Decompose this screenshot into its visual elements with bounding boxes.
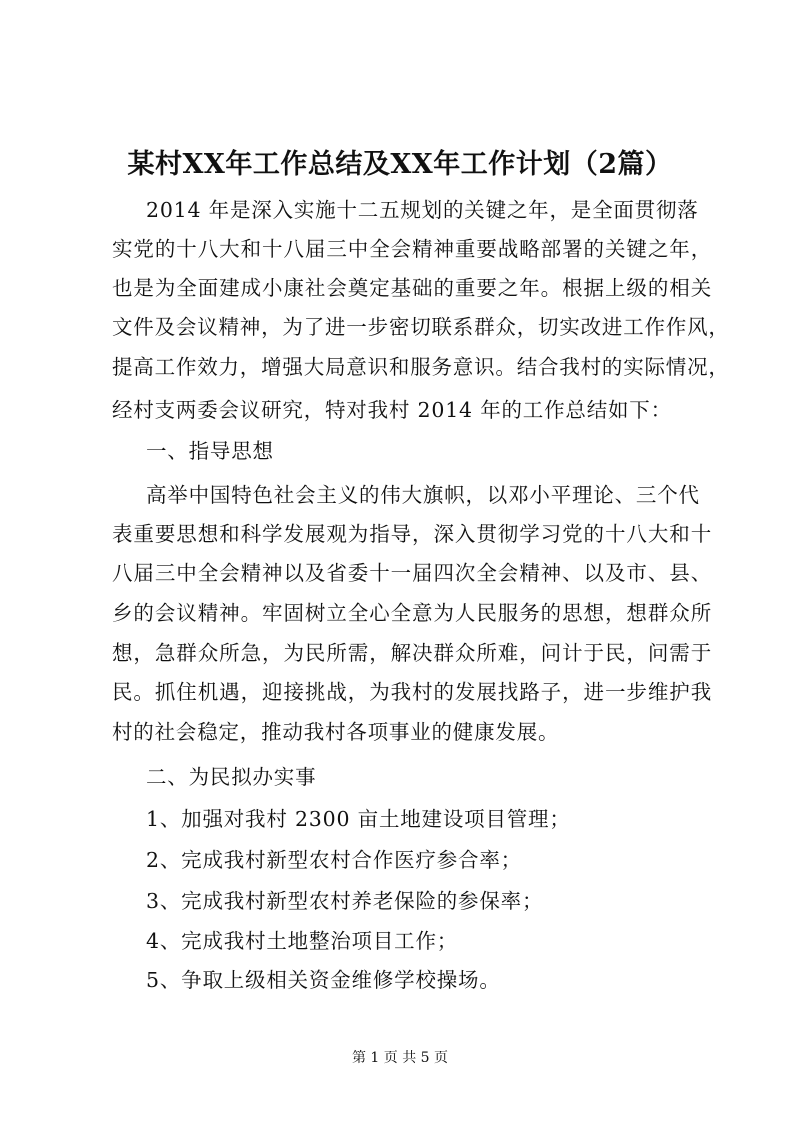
paragraph-line: 想，急群众所急，为民所需，解决群众所难，问计于民，问需于 — [112, 641, 712, 665]
section-heading: 一、指导思想 — [146, 439, 274, 463]
list-item: 1、加强对我村 2300 亩土地建设项目管理； — [146, 807, 571, 831]
list-item: 5、争取上级相关资金维修学校操场。 — [146, 968, 501, 992]
paragraph-line: 也是为全面建成小康社会奠定基础的重要之年。根据上级的相关 — [112, 276, 712, 300]
page-number: 第 1 页 共 5 页 — [351, 1050, 449, 1066]
paragraph-line: 文件及会议精神，为了进一步密切联系群众，切实改进工作作风， — [112, 315, 730, 339]
paragraph-line: 乡的会议精神。牢固树立全心全意为人民服务的思想，想群众所 — [112, 601, 712, 625]
paragraph-line: 实党的十八大和十八届三中全会精神重要战略部署的关键之年， — [112, 237, 712, 261]
paragraph-line: 八届三中全会精神以及省委十一届四次全会精神、以及市、县、 — [112, 561, 712, 585]
paragraph-line: 民。抓住机遇，迎接挑战，为我村的发展找路子，进一步维护我 — [112, 680, 712, 704]
paragraph-line: 2014 年是深入实施十二五规划的关键之年，是全面贯彻落 — [146, 198, 699, 222]
paragraph-line: 提高工作效力，增强大局意识和服务意识。结合我村的实际情况， — [112, 355, 730, 379]
paragraph-line: 经村支两委会议研究，特对我村 2014 年的工作总结如下： — [112, 398, 672, 422]
list-item: 4、完成我村土地整治项目工作； — [146, 929, 459, 953]
list-item: 2、完成我村新型农村合作医疗参合率； — [146, 848, 522, 872]
section-heading: 二、为民拟办实事 — [146, 765, 317, 789]
paragraph-line: 表重要思想和科学发展观为指导，深入贯彻学习党的十八大和十 — [112, 522, 712, 546]
paragraph-line: 村的社会稳定，推动我村各项事业的健康发展。 — [112, 720, 560, 744]
list-item: 3、完成我村新型农村养老保险的参保率； — [146, 889, 544, 913]
paragraph-line: 高举中国特色社会主义的伟大旗帜，以邓小平理论、三个代 — [146, 483, 700, 507]
document-title: 某村XX年工作总结及XX年工作计划（2篇） — [127, 149, 673, 180]
